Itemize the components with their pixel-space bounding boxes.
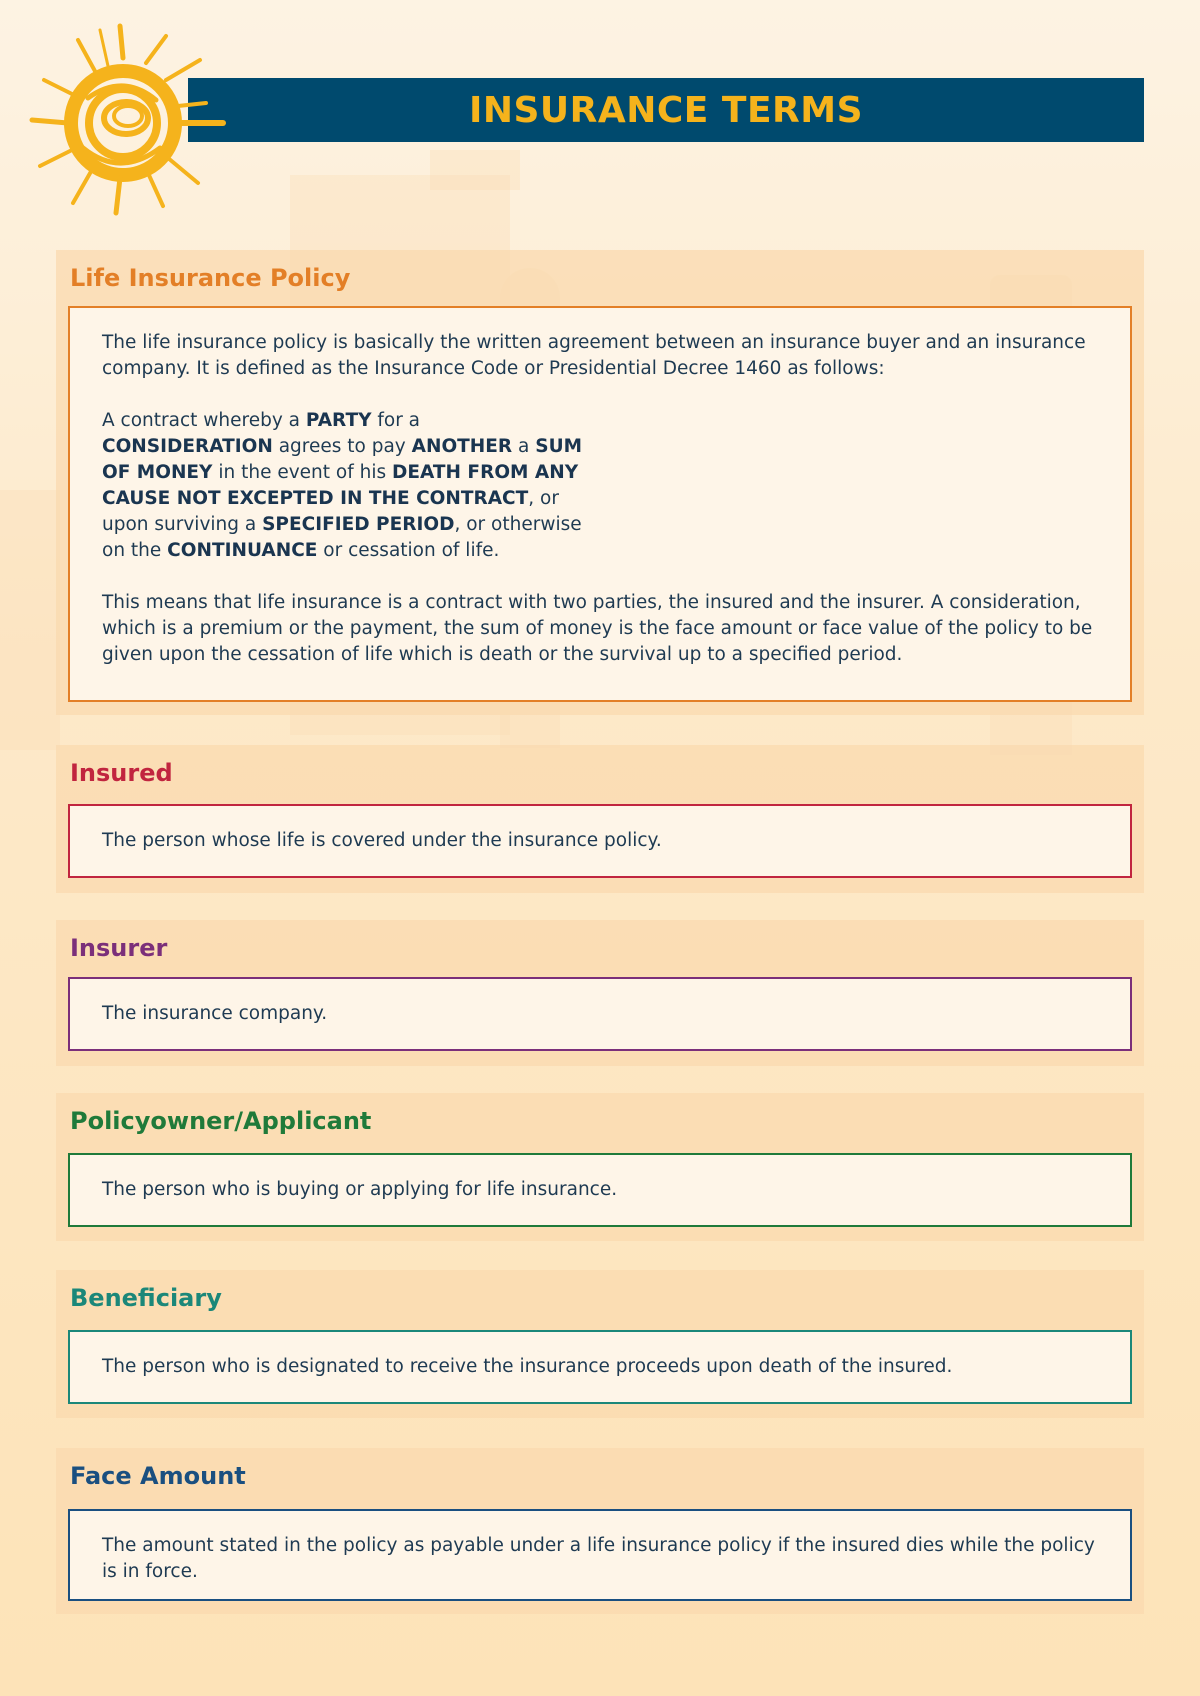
section-face-amount: [56, 1448, 1144, 1614]
page-title: INSURANCE TERMS: [468, 89, 864, 131]
section-heading: Insurer: [70, 934, 168, 962]
definition-text: The person who is buying or applying for life insurance.: [102, 1179, 618, 1200]
definition-text: The amount stated in the policy as payable under a life insurance policy if the insured dies while the policy is in force.: [102, 1535, 1095, 1582]
section-heading: Policyowner/Applicant: [70, 1107, 372, 1135]
section-beneficiary: [56, 1270, 1144, 1418]
policy-explanation: This means that life insurance is a contract with two parties, the insured and the insurer. A consideration, which is a premium or the payment, the sum of money is the face amount or face value of the policy to be given upon the cessation of life which is death or the survival up to a specified period.: [102, 592, 1093, 665]
section-life-insurance-policy: [56, 250, 1144, 715]
definition-box: [68, 1153, 1132, 1227]
definition-box: [68, 306, 1132, 702]
definition-text: The person whose life is covered under the insurance policy.: [102, 830, 662, 851]
definition-box: [68, 1509, 1132, 1601]
section-policyowner-applicant: [56, 1093, 1144, 1241]
section-heading: Face Amount: [70, 1462, 246, 1490]
definition-text: The person who is designated to receive the insurance proceeds upon death of the insured.: [102, 1356, 953, 1377]
definition-box: [68, 804, 1132, 878]
definition-box: [68, 977, 1132, 1051]
definition-text: The insurance company.: [102, 1003, 328, 1024]
policy-contract-definition: A contract whereby a PARTY for a CONSIDERATION agrees to pay ANOTHER a SUM OF MONEY in the event of his DEATH FROM ANY CAUSE NOT EXCEPTED IN THE CONTRACT, or upon surviving a SPECIFIED PERIOD, or otherwise on the CONTINUANCE or cessation of life.: [102, 410, 583, 561]
section-heading: Life Insurance Policy: [70, 264, 351, 292]
section-heading: Beneficiary: [70, 1284, 222, 1312]
section-insurer: [56, 920, 1144, 1066]
sun-icon: [28, 18, 228, 218]
section-insured: [56, 745, 1144, 893]
policy-intro: The life insurance policy is basically the written agreement between an insurance buyer and an insurance company. It is defined as the Insurance Code or Presidential Decree 1460 as follows:: [102, 332, 1086, 379]
definition-box: [68, 1330, 1132, 1404]
title-bar: [188, 78, 1144, 142]
section-heading: Insured: [70, 759, 173, 787]
